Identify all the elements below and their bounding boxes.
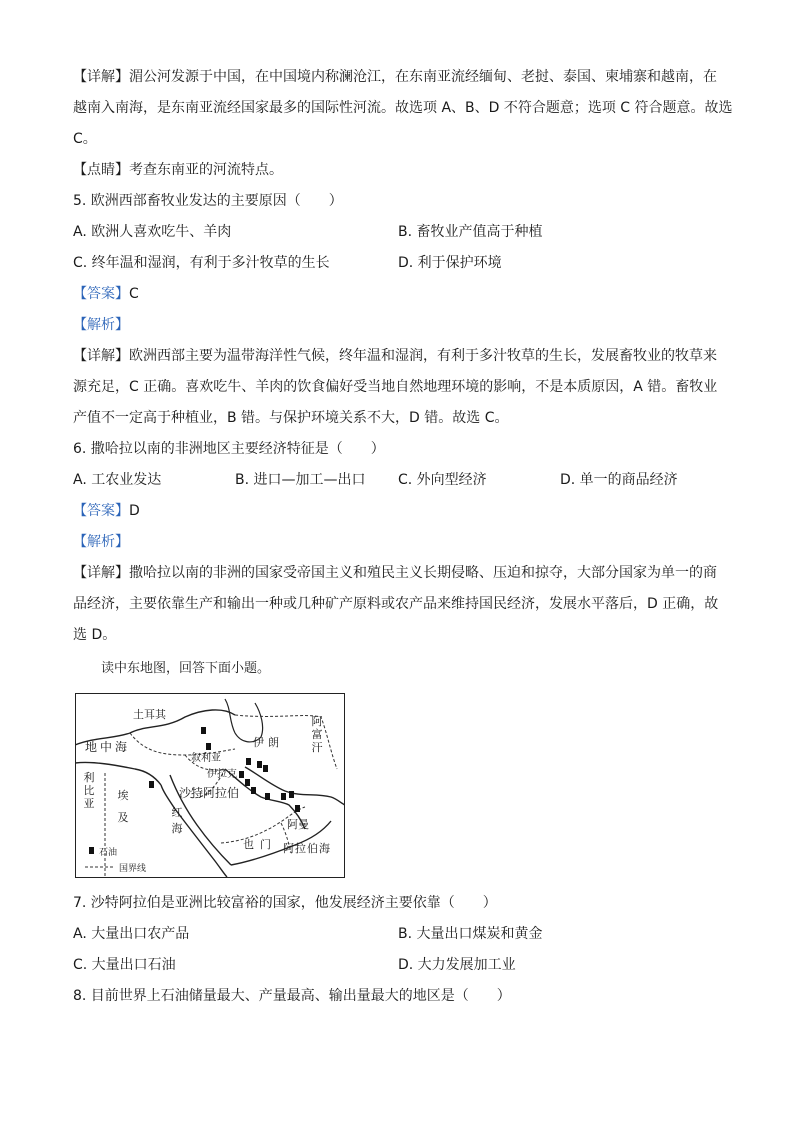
q6-detail-tag: 【详解】 (73, 565, 129, 581)
q5-question: 5. 欧洲西部畜牧业发达的主要原因（ ） (73, 193, 343, 209)
label-afghanistan: 阿富汗 (311, 715, 323, 754)
q6-question: 6. 撒哈拉以南的非洲地区主要经济特征是（ ） (73, 441, 385, 457)
legend-oil-label: 石油 (99, 848, 118, 858)
q7-option-a: A. 大量出口农产品 (73, 926, 190, 942)
q5-answer-value: C (129, 286, 139, 302)
q5-answer (73, 279, 733, 310)
q5-detail-line-3: 产值不一定高于种植业，B 错。与保护环境关系不大，D 错。故选 C。 (73, 410, 509, 426)
q4-tip-tag: 【点睛】 (73, 162, 129, 178)
q6-detail-text-1: 撒哈拉以南的非洲的国家受帝国主义和殖民主义长期侵略、压迫和掠夺，大部分国家为单一的商 (129, 565, 717, 581)
oil-icon (201, 727, 206, 734)
label-oman: 阿曼 (287, 818, 309, 831)
q6-option-c: C. 外向型经济 (398, 472, 487, 488)
label-iran: 伊朗 (253, 736, 283, 749)
oil-icon (265, 793, 270, 800)
oil-icon (246, 758, 251, 765)
q5-option-c: C. 终年温和湿润，有利于多汁牧草的生长 (73, 255, 330, 271)
q6-options-row (73, 465, 733, 496)
q6-option-d: D. 单一的商品经济 (560, 472, 678, 488)
q7-options-row-1 (73, 919, 733, 950)
q5-detail-line-1 (73, 341, 733, 372)
label-syria: 叙利亚 (191, 753, 221, 764)
q6-detail-line-1 (73, 558, 733, 589)
label-saudi: 沙特阿拉伯 (179, 786, 240, 800)
q7-option-c: C. 大量出口石油 (73, 957, 176, 973)
q5-analysis-tag: 【解析】 (73, 317, 129, 333)
document-page (73, 62, 733, 1012)
q6-option-a: A. 工农业发达 (73, 472, 162, 488)
q5-detail-tag: 【详解】 (73, 348, 129, 364)
oil-icon (295, 805, 300, 812)
oil-icon (251, 787, 256, 794)
q5-detail-line-2: 源充足，C 正确。喜欢吃牛、羊肉的饮食偏好受当地自然地理环境的影响，不是本质原因，A 错。畜牧业 (73, 379, 718, 395)
q7-question: 7. 沙特阿拉伯是亚洲比较富裕的国家，他发展经济主要依靠（ ） (73, 895, 497, 911)
q4-detail-tag: 【详解】 (73, 69, 129, 85)
oil-icon (289, 791, 294, 798)
oil-icon (206, 743, 211, 750)
label-turkey: 土耳其 (133, 708, 166, 721)
oil-icon (239, 771, 244, 778)
middle-east-map (75, 693, 345, 878)
q4-detail-line-3: C。 (73, 131, 97, 147)
label-red-sea: 红海 (171, 806, 183, 835)
label-arabian-sea: 阿拉伯海 (283, 842, 331, 855)
q7-options-row-2 (73, 950, 733, 981)
q5-option-a: A. 欧洲人喜欢吃牛、羊肉 (73, 224, 232, 240)
map-intro: 读中东地图，回答下面小题。 (101, 661, 271, 676)
q7-option-d: D. 大力发展加工业 (398, 957, 516, 973)
q6-answer (73, 496, 733, 527)
label-libya: 利比亚 (83, 771, 95, 810)
q8-question: 8. 目前世界上石油储量最大、产量最高、输出量最大的地区是（ ） (73, 988, 511, 1004)
q6-detail-line-3: 选 D。 (73, 627, 117, 643)
q4-tip (73, 155, 733, 186)
q6-detail-line-2: 品经济，主要依靠生产和输出一种或几种矿产原料或农产品来维持国民经济，发展水平落后，D 正确，故 (73, 596, 719, 612)
q7-option-b: B. 大量出口煤炭和黄金 (398, 926, 543, 942)
q4-detail-text-1: 湄公河发源于中国，在中国境内称澜沧江，在东南亚流经缅甸、老挝、泰国、柬埔寨和越南，在 (129, 69, 717, 85)
oil-icon (245, 779, 250, 786)
q5-detail-text-1: 欧洲西部主要为温带海洋性气候，终年温和湿润，有利于多汁牧草的生长，发展畜牧业的牧草来 (129, 348, 717, 364)
q4-tip-text: 考查东南亚的河流特点。 (129, 162, 283, 178)
legend-oil-icon (89, 847, 94, 854)
oil-icon (263, 765, 268, 772)
q6-answer-tag: 【答案】 (73, 503, 129, 519)
oil-icon (257, 761, 262, 768)
label-yemen: 也门 (243, 838, 277, 851)
legend-border-label: 国界线 (119, 864, 147, 874)
q5-options-row-2 (73, 248, 733, 279)
q6-analysis-tag: 【解析】 (73, 534, 129, 550)
label-mediterranean: 地中海 (85, 740, 131, 754)
q5-option-d: D. 利于保护环境 (398, 255, 502, 271)
label-iraq: 伊拉克 (207, 769, 237, 780)
q5-answer-tag: 【答案】 (73, 286, 129, 302)
q4-detail-line-1 (73, 62, 733, 93)
label-egypt: 埃及 (117, 789, 129, 824)
q6-answer-value: D (129, 503, 140, 519)
q5-option-b: B. 畜牧业产值高于种植 (398, 224, 543, 240)
oil-icon (281, 793, 286, 800)
q5-options-row-1 (73, 217, 733, 248)
q6-option-b: B. 进口—加工—出口 (235, 472, 366, 488)
q4-detail-line-2: 越南入南海，是东南亚流经国家最多的国际性河流。故选项 A、B、D 不符合题意；选项 C 符合题意。故选 (73, 100, 733, 116)
oil-icon (149, 781, 154, 788)
